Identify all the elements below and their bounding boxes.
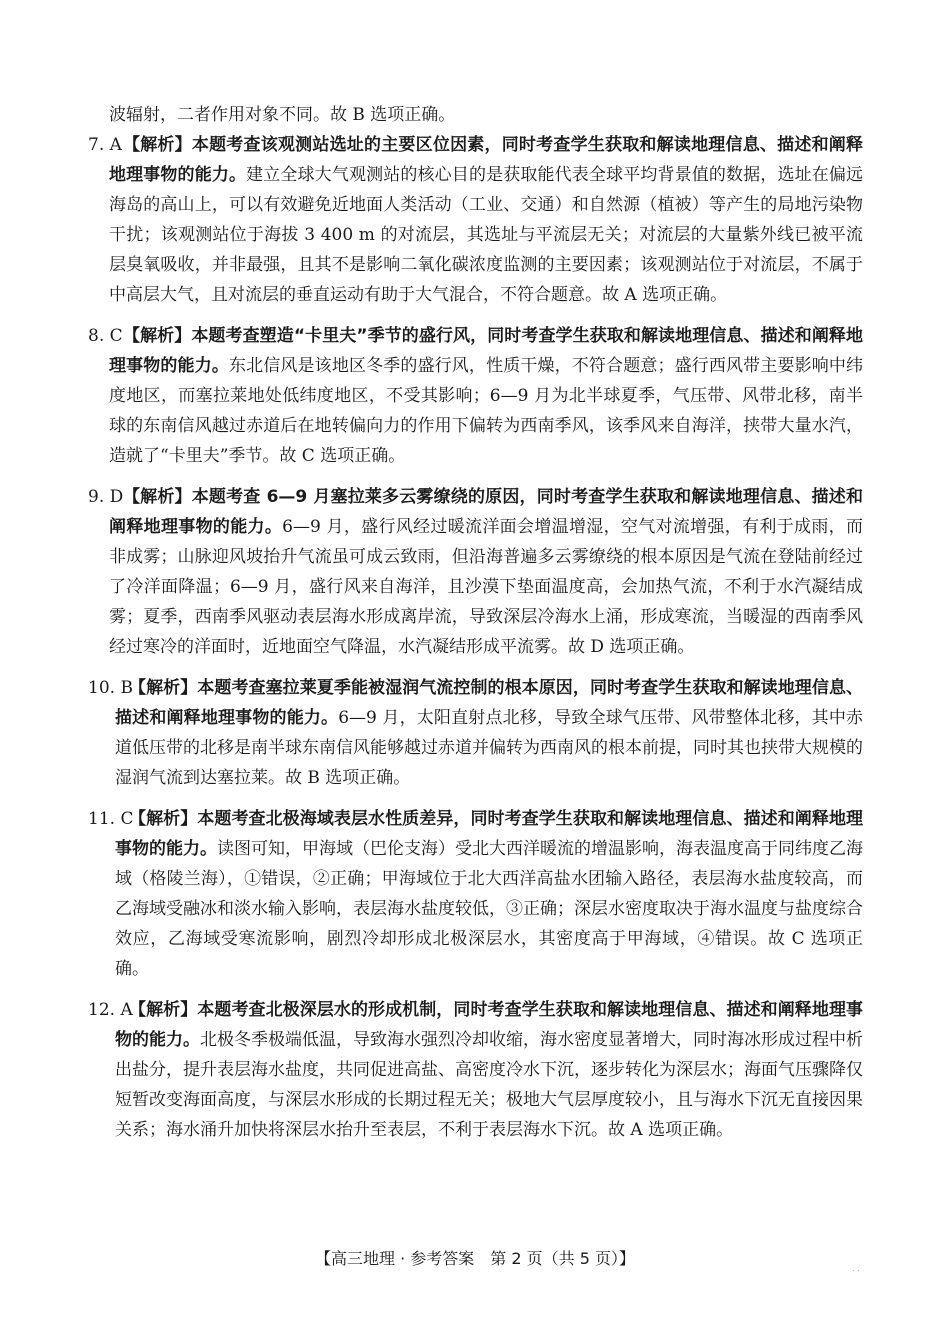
item-number: 8. C <box>88 326 123 346</box>
analysis-tag: 【解析】 <box>123 487 192 507</box>
answer-item-10 <box>88 673 863 793</box>
continuation-text: 波辐射，二者作用对象不同。故 B 选项正确。 <box>109 105 456 125</box>
item-number: 10. B <box>88 678 133 698</box>
item-explanation: 东北信风是该地区冬季的盛行风，性质干燥，不符合题意；盛行西风带主要影响中纬度地区，而塞拉莱地处低纬度地区，不受其影响；6—9 月为北半球夏季，气压带、风带北移，南半球的东南信风越过赤道后在地转偏向力的作用下偏转为西南季风，该季风来自海洋，挟带大量水汽，造就了“卡里夫”季节。故 C 选项正确。 <box>109 356 864 466</box>
answer-item-12 <box>88 995 863 1145</box>
item-focus: 本题考查塞拉莱夏季能被湿润气流控制的根本原因，同时考查学生获取和解读地理信息、描述和阐释地理事物的能力。 <box>115 678 864 728</box>
item-explanation: 6—9 月，盛行风经过暖流洋面会增温增湿，空气对流增强，有利于成雨，而非成雾；山脉迎风坡抬升气流虽可成云致雨，但沿海普遍多云雾缭绕的根本原因是气流在登陆前经过了冷洋面降温；6—9 月，盛行风来自海洋，且沙漠下垫面温度高，会加热气流，不利于水汽凝结成雾；夏季，西南季风驱动表层海水形成离岸流，导致深层冷海水上涌，形成寒流，当暖湿的西南季风经过寒冷的洋面时，近地面空气降温，水汽凝结形成平流雾。故 D 选项正确。 <box>109 517 864 657</box>
answer-list <box>88 130 863 1156</box>
item-explanation: 读图可知，甲海域（巴伦支海）受北大西洋暖流的增温影响，海表温度高于同纬度乙海域（格陵兰海），①错误，②正确；甲海域位于北大西洋高盐水团输入路径，表层海水盐度较高，而乙海域受融冰和淡水输入影响，表层海水盐度较低，③正确；深层水密度取决于海水温度与盐度综合效应，乙海域受寒流影响，剧烈冷却形成北极深层水，其密度高于甲海域，④错误。故 C 选项正确。 <box>115 839 863 979</box>
item-number: 7. A <box>88 135 122 155</box>
item-focus: 本题考查北极海域表层水性质差异，同时考查学生获取和解读地理信息、描述和阐释地理事物的能力。 <box>115 809 864 859</box>
item-focus: 本题考查 6—9 月塞拉莱多云雾缭绕的原因，同时考查学生获取和解读地理信息、描述和阐释地理事物的能力。 <box>109 487 863 537</box>
item-explanation: 北极冬季极端低温，导致海水强烈冷却收缩，海水密度显著增大，同时海冰形成过程中析出盐分，提升表层海水盐度，共同促进高盐、高密度冷水下沉，逐步转化为深层水；海面气压骤降仅短暂改变海面高度，与深层水形成的长期过程无关；极地大气层厚度较小，且与海水下沉无直接因果关系；海水涌升加快将深层水抬升至表层，不利于表层海水下沉。故 A 选项正确。 <box>115 1030 863 1140</box>
analysis-tag: 【解析】 <box>123 135 192 155</box>
answer-item-7 <box>88 130 863 310</box>
answer-item-8 <box>88 321 863 471</box>
item-focus: 本题考查塑造“卡里夫”季节的盛行风，同时考查学生获取和解读地理信息、描述和阐释地理事物的能力。 <box>109 326 863 376</box>
item-number: 11. C <box>88 809 134 829</box>
answer-item-9 <box>88 482 863 662</box>
item-focus: 本题考查北极深层水的形成机制，同时考查学生获取和解读地理信息、描述和阐释地理事物的能力。 <box>115 1000 864 1050</box>
analysis-tag: 【解析】 <box>129 809 198 829</box>
analysis-tag: 【解析】 <box>123 326 192 346</box>
analysis-tag: 【解析】 <box>129 1000 198 1020</box>
item-number: 9. D <box>88 487 124 507</box>
answer-item-11 <box>88 804 863 984</box>
item-number: 12. A <box>88 1000 133 1020</box>
analysis-tag: 【解析】 <box>129 678 198 698</box>
item-focus: 本题考查该观测站选址的主要区位因素，同时考查学生获取和解读地理信息、描述和阐释地理事物的能力。 <box>109 135 864 185</box>
page-footer: 【高三地理 · 参考答案 第 2 页（共 5 页）】 <box>315 1249 635 1268</box>
footer-mark: . . <box>852 1264 860 1273</box>
item-explanation: 建立全球大气观测站的核心目的是获取能代表全球平均背景值的数据，选址在偏远海岛的高山上，可以有效避免近地面人类活动（工业、交通）和自然源（植被）等产生的局地污染物干扰；该观测站位于海拔 3 400 m 的对流层，其选址与平流层无关；对流层的大量紫外线已被平流层臭氧吸收，并非最强，且其不是影响二氧化碳浓度监测的主要因素；该观测站位于对流层，不属于中高层大气，且对流层的垂直运动有助于大气混合，不符合题意。故 A 选项正确。 <box>109 165 864 305</box>
item-explanation: 6—9 月，太阳直射点北移，导致全球气压带、风带整体北移，其中赤道低压带的北移是南半球东南信风能够越过赤道并偏转为西南风的根本前提，同时其也挟带大规模的湿润气流到达塞拉莱。故 B 选项正确。 <box>115 708 864 788</box>
